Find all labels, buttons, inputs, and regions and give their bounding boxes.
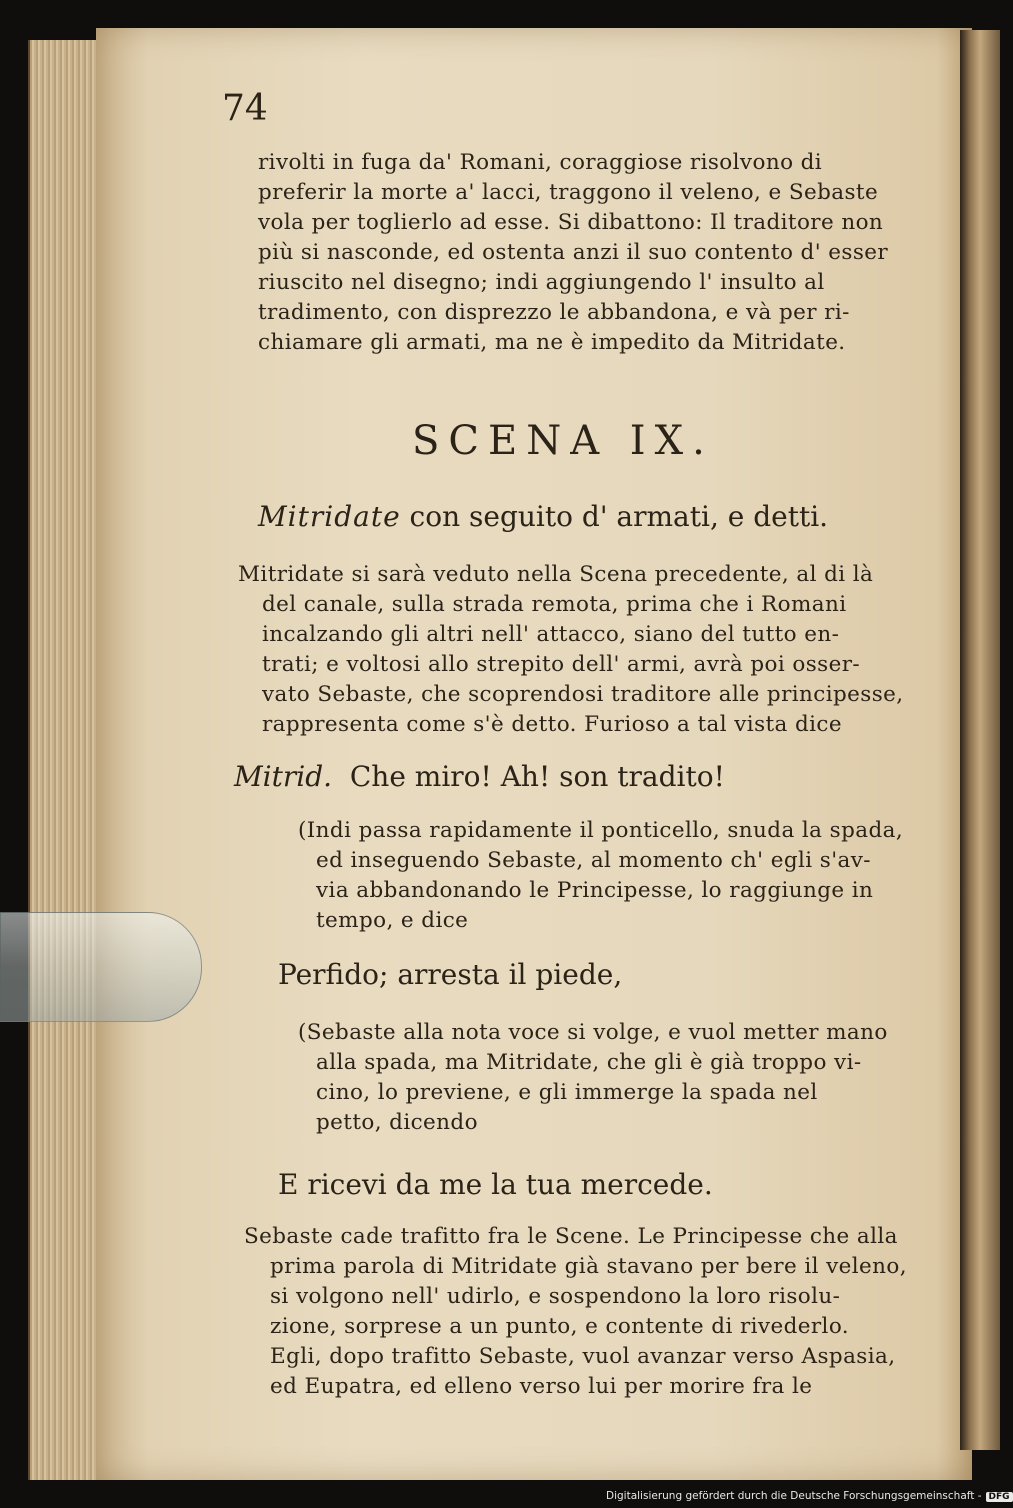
opening-line: rivolti in fuga da' Romani, coraggiose risolvono di [258,150,823,175]
aside-line: ed inseguendo Sebaste, al momento ch' egli s'av- [316,848,871,873]
closing-line: ed Eupatra, ed elleno verso lui per morire fra le [270,1374,813,1399]
verse-line: E ricevi da me la tua mercede. [278,1168,713,1201]
stage-direction-line: trati; e voltosi allo strepito dell' armi, avrà poi osser- [262,652,861,677]
subheading-rest: con seguito d' armati, e detti. [400,500,829,533]
aside-line: petto, dicendo [316,1110,478,1135]
scene-subheading [258,500,828,533]
stage-direction-line: vato Sebaste, che scoprendosi traditore alle principesse, [262,682,904,707]
digitization-credit [606,1490,1013,1502]
page-holder-clip [0,912,202,1022]
closing-line: si volgono nell' udirlo, e sospendono la loro risolu- [270,1284,841,1309]
verse-line: Perfido; arresta il piede, [278,958,623,991]
stage-direction-line: incalzando gli altri nell' attacco, siano del tutto en- [262,622,840,647]
dfg-logo: DFG [986,1492,1013,1502]
speaker-name: Mitrid. [234,760,333,793]
aside-line: tempo, e dice [316,908,469,933]
aside-line: (Sebaste alla nota voce si volge, e vuol metter mano [298,1020,888,1045]
opening-line: preferir la morte a' lacci, traggono il veleno, e Sebaste [258,180,879,205]
aside-line: via abbandonando le Principesse, lo raggiunge in [316,878,874,903]
stage-direction-line: Mitridate si sarà veduto nella Scena precedente, al di là [238,562,874,587]
speech-line [234,760,725,793]
character-name: Mitridate [258,500,401,533]
aside-line: (Indi passa rapidamente il ponticello, snuda la spada, [298,818,904,843]
opening-line: riuscito nel disegno; indi aggiungendo l' insulto al [258,270,825,295]
page-edges [28,40,102,1480]
page-number: 74 [222,88,268,129]
facing-page-edge [960,30,1000,1450]
opening-line: più si nasconde, ed ostenta anzi il suo contento d' esser [258,240,889,265]
aside-line: cino, lo previene, e gli immerge la spada nel [316,1080,818,1105]
opening-line: tradimento, con disprezzo le abbandona, e và per ri- [258,300,850,325]
credit-text: Digitalisierung gefördert durch die Deutsche Forschungsgemeinschaft - [606,1490,982,1502]
stage-direction-line: del canale, sulla strada remota, prima che i Romani [262,592,847,617]
closing-line: Sebaste cade trafitto fra le Scene. Le Principesse che alla [244,1224,898,1249]
opening-line: chiamare gli armati, ma ne è impedito da Mitridate. [258,330,846,355]
spoken-line: Che miro! Ah! son tradito! [349,760,725,793]
closing-line: zione, sorprese a un punto, e contente di rivederlo. [270,1314,850,1339]
stage-direction-line: rappresenta come s'è detto. Furioso a tal vista dice [262,712,842,737]
aside-line: alla spada, ma Mitridate, che gli è già troppo vi- [316,1050,862,1075]
closing-line: Egli, dopo trafitto Sebaste, vuol avanzar verso Aspasia, [270,1344,896,1369]
scene-heading: SCENA IX. [412,418,714,464]
closing-line: prima parola di Mitridate già stavano per bere il veleno, [270,1254,907,1279]
opening-line: vola per toglierlo ad esse. Si dibattono: Il traditore non [258,210,884,235]
